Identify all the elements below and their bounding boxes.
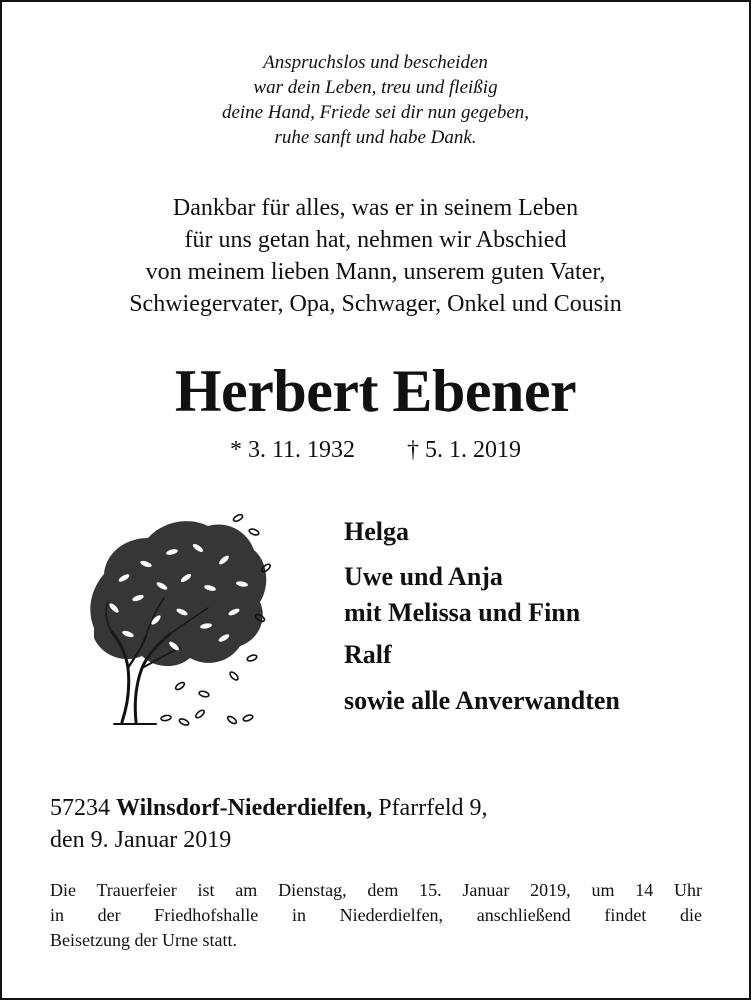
poem-line: deine Hand, Friede sei dir nun gegeben, bbox=[221, 102, 530, 123]
mourner-family: Ralf bbox=[344, 640, 392, 669]
deceased-name: Herbert Ebener bbox=[174, 358, 577, 424]
intro-line: für uns getan hat, nehmen wir Abschied bbox=[184, 227, 567, 253]
funeral-line: in der Friedhofshalle in Niederdielfen, anschließend findet die bbox=[50, 905, 702, 925]
tree-icon bbox=[84, 508, 274, 732]
funeral-line: Die Trauerfeier ist am Dienstag, dem 15. Januar 2019, um 14 Uhr bbox=[50, 880, 702, 900]
address-line bbox=[50, 792, 488, 824]
intro-text bbox=[2, 192, 749, 320]
mourner-spouse: Helga bbox=[344, 517, 409, 546]
mourners-list bbox=[344, 514, 620, 719]
mourner-family: Uwe und Anja bbox=[344, 562, 503, 591]
intro-line: Schwiegervater, Opa, Schwager, Onkel und Cousin bbox=[129, 291, 622, 317]
intro-line: Dankbar für alles, was er in seinem Leben bbox=[172, 195, 579, 221]
life-dates bbox=[2, 434, 749, 466]
poem-line: ruhe sanft und habe Dank. bbox=[274, 127, 477, 148]
poem-verse bbox=[2, 50, 749, 150]
mourner-relatives: sowie alle Anverwandten bbox=[344, 686, 620, 715]
funeral-line: Beisetzung der Urne statt. bbox=[50, 930, 237, 950]
mourner-grandchildren: mit Melissa und Finn bbox=[344, 598, 581, 627]
death-date: † 5. 1. 2019 bbox=[407, 437, 522, 463]
poem-line: Anspruchslos und bescheiden bbox=[263, 52, 488, 73]
date-line: den 9. Januar 2019 bbox=[50, 827, 232, 853]
funeral-notice bbox=[50, 878, 702, 953]
address-block bbox=[50, 792, 488, 856]
place-name: Wilnsdorf-Niederdielfen, bbox=[116, 795, 373, 821]
poem-line: war dein Leben, treu und fleißig bbox=[253, 77, 498, 98]
street: Pfarrfeld 9, bbox=[378, 795, 488, 821]
birth-date: * 3. 11. 1932 bbox=[229, 437, 356, 463]
intro-line: von meinem lieben Mann, unserem guten Vater, bbox=[145, 259, 606, 285]
postal-code: 57234 bbox=[50, 795, 110, 821]
